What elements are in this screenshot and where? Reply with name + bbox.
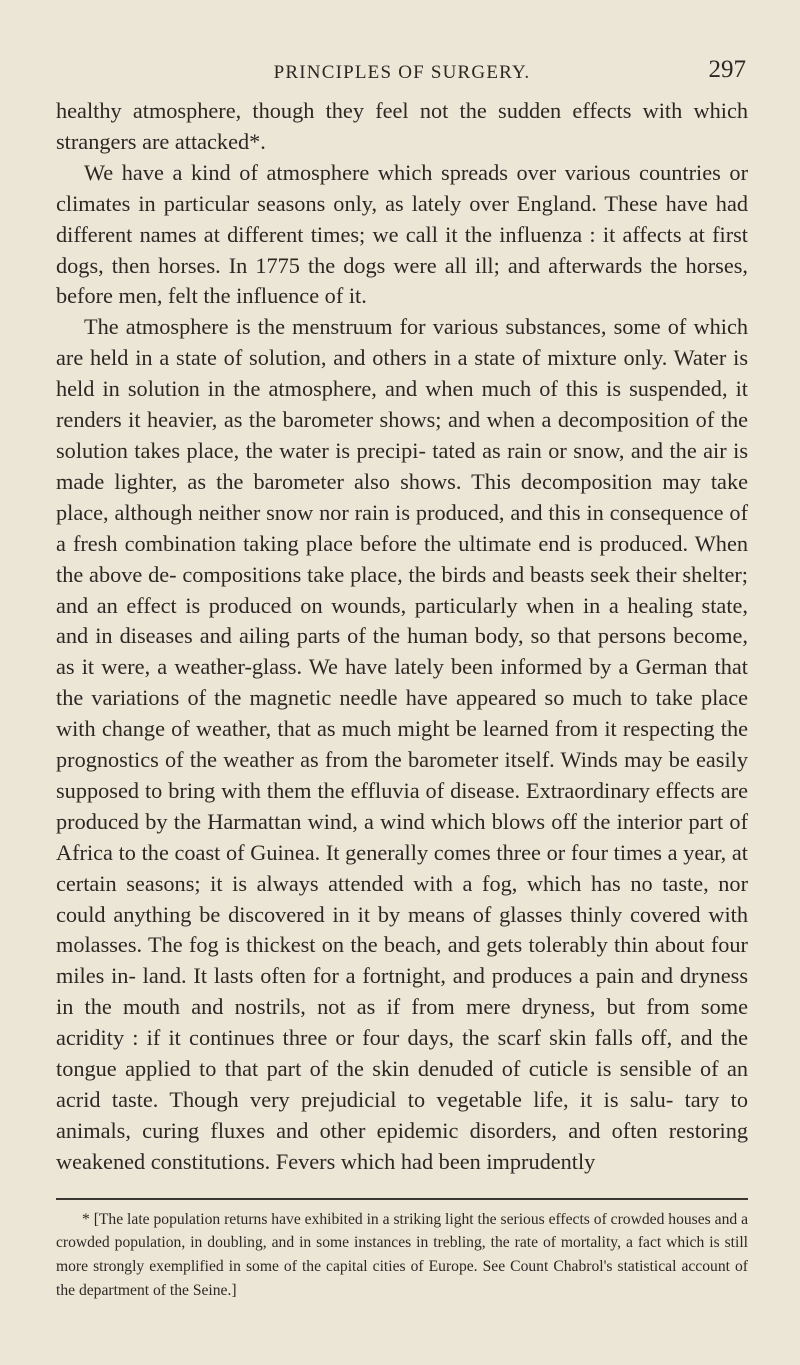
running-header — [56, 58, 748, 90]
page-number: 297 — [708, 56, 746, 83]
running-title: PRINCIPLES OF SURGERY. — [273, 62, 531, 83]
body-text — [56, 96, 748, 1178]
paragraph-atmosphere-menstruum: The atmosphere is the menstruum for various substances, some of which are held in a state of solution, and others in a state of mixture only. Water is held in solution in the atmosphere, and when much of this is suspended, it renders it heavier, as the barometer shows; and when a decomposition of the solution takes place, the water is precipi- tated as rain or snow, and the air is made lighter, as the barometer also shows. This decomposition may take place, although neither snow nor rain is produced, and this in consequence of a fresh combination taking place before the ultimate end is produced. When the above de- compositions take place, the birds and beasts seek their shelter; and an effect is produced on wounds, particularly when in a healing state, and in diseases and ailing parts of the human body, so that persons become, as it were, a weather-glass. We have lately been informed by a German that the variations of the magnetic needle have appeared so much to take place with change of weather, that as much might be learned from it respecting the prognostics of the weather as from the barometer itself. Winds may be easily supposed to bring with them the effluvia of disease. Extraordinary effects are produced by the Harmattan wind, a wind which blows off the interior part of Africa to the coast of Guinea. It generally comes three or four times a year, at certain seasons; it is always attended with a fog, which has no taste, nor could anything be discovered in it by means of glasses thinly covered with molasses. The fog is thickest on the beach, and gets tolerably thin about four miles in- land. It lasts often for a fortnight, and produces a pain and dryness in the mouth and nostrils, not as if from mere dryness, but from some acridity : if it continues three or four days, the scarf skin falls off, and the tongue applied to that part of the skin denuded of cuticle is sensible of an acrid taste. Though very prejudicial to vegetable life, it is salu- tary to animals, curing fluxes and other epidemic disorders, and often restoring weakened constitutions. Fevers which had been imprudently — [56, 314, 748, 1174]
paragraph-influenza: We have a kind of atmosphere which spreads over various countries or climates in particular seasons only, as lately over England. These have had different names at different times; we call it the influenza : it affects at first dogs, then horses. In 1775 the dogs were all ill; and afterwards the horses, before men, felt the influence of it. — [56, 159, 748, 309]
footnote-divider — [56, 1198, 748, 1200]
paragraph-continuation: healthy atmosphere, though they feel not the sudden effects with which strangers are attacked*. — [56, 98, 748, 154]
footnote: * [The late population returns have exhibited in a striking light the serious effects of crowded houses and a crowded population, in doubling, and in some instances in trebling, the rate of mortality, a fact which is still more strongly exemplified in some of the capital cities of Europe. See Count Chabrol's statistical account of the department of the Seine.] — [56, 1210, 748, 1299]
